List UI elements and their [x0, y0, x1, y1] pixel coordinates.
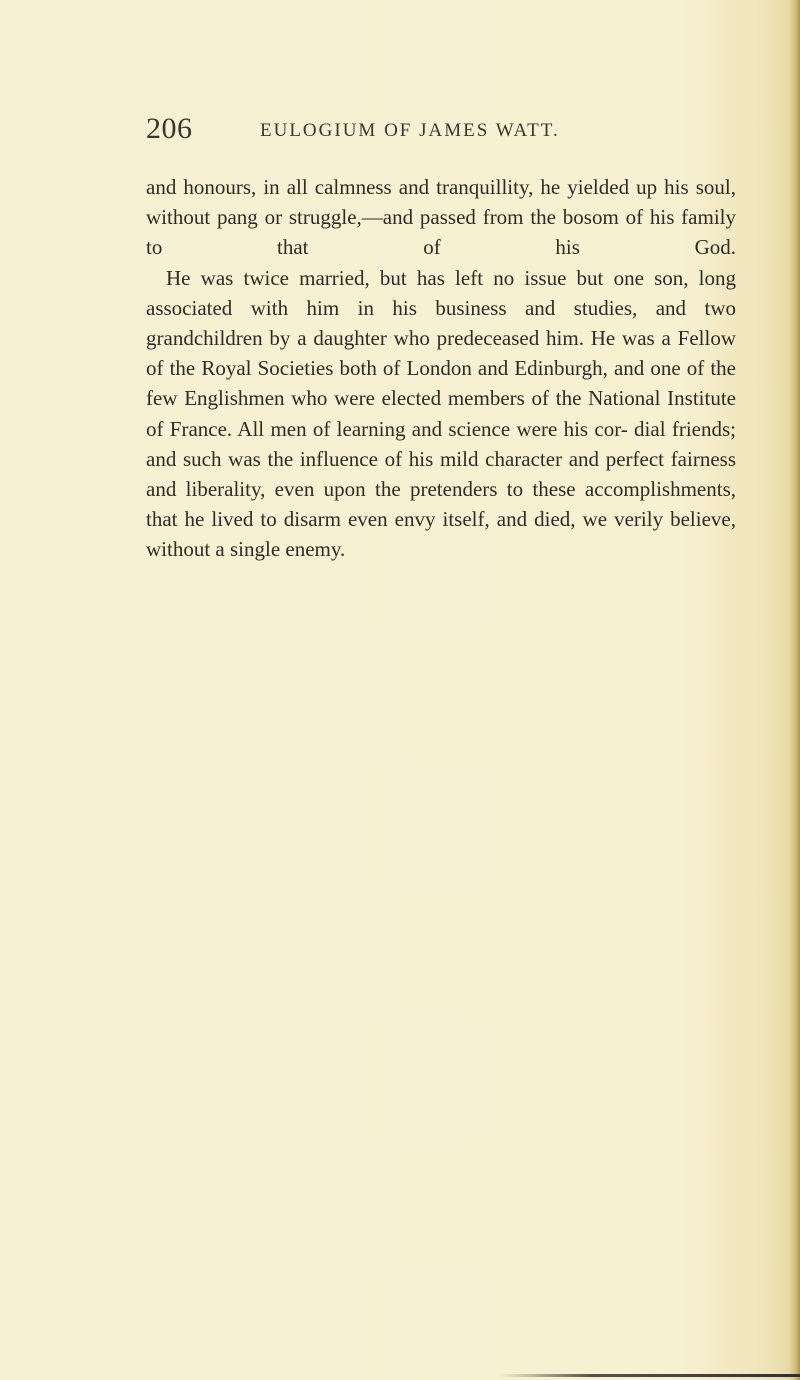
paragraph: and honours, in all calmness and tranquillity, he yielded up his soul, without pang or struggle,—and passed from the bosom of his family to that of his God.	[146, 175, 736, 260]
paragraph: He was twice married, but has left no issue but one son, long associated with him in his business and studies, and two grandchildren by a daughter who predeceased him. He was a Fellow of the Royal Societies both of London and Edinburgh, and one of the few Englishmen who were elected members of the National Institute of France. All men of learning and science were his cor- dial friends; and such was the influence of his mild character and perfect fairness and liberality, even upon the pretenders to these accomplishments, that he lived to disarm even envy itself, and died, we verily believe, without a single enemy.	[146, 265, 736, 562]
bottom-edge-line	[500, 1374, 800, 1377]
page-header	[146, 112, 706, 152]
body-text	[146, 172, 736, 565]
running-title: EULOGIUM OF JAMES WATT.	[260, 120, 560, 141]
page-number: 206	[146, 112, 193, 145]
page-edge-shadow	[788, 0, 800, 1380]
